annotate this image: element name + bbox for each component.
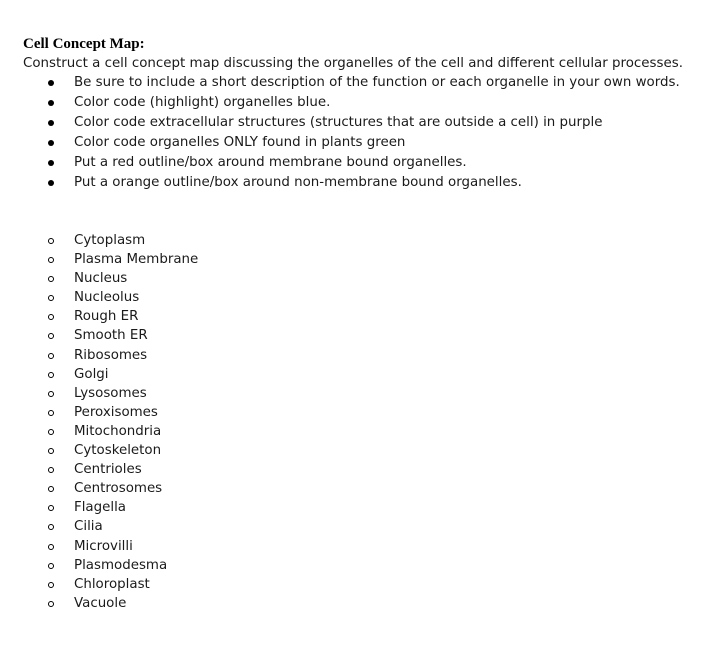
list-item [23, 441, 198, 460]
instruction-item [23, 113, 713, 133]
list-item [23, 384, 198, 403]
organelle-name: Chloroplast [74, 576, 150, 592]
list-item [23, 594, 198, 613]
instruction-text: Color code extracellular structures (structures that are outside a cell) in purple [74, 115, 603, 130]
organelle-name: Vacuole [74, 595, 127, 611]
intro-paragraph: Construct a cell concept map discussing the organelles of the cell and different cellular processes. [23, 56, 683, 71]
instruction-item [23, 173, 713, 193]
list-item [23, 307, 198, 326]
hollow-bullet-icon [48, 601, 54, 607]
hollow-bullet-icon [48, 372, 54, 378]
list-item [23, 231, 198, 250]
list-item [23, 556, 198, 575]
hollow-bullet-icon [48, 524, 54, 530]
document-body [23, 35, 713, 611]
list-item [23, 537, 198, 556]
list-item [23, 346, 198, 365]
bullet-dot-icon [48, 180, 54, 186]
list-item [23, 288, 198, 307]
list-item [23, 365, 198, 384]
organelle-name: Centrioles [74, 462, 142, 478]
list-item [23, 403, 198, 422]
list-item [23, 575, 198, 594]
organelle-name: Cytoplasm [74, 233, 146, 248]
hollow-bullet-icon [48, 467, 54, 473]
hollow-bullet-icon [48, 333, 54, 339]
bullet-dot-icon [48, 160, 54, 166]
instruction-item [23, 73, 713, 93]
list-item [23, 422, 198, 441]
hollow-bullet-icon [48, 563, 54, 569]
instruction-item [23, 93, 713, 113]
instruction-list [23, 73, 713, 193]
organelle-name: Microvilli [74, 538, 133, 554]
hollow-bullet-icon [48, 505, 54, 511]
hollow-bullet-icon [48, 410, 54, 416]
organelle-name: Smooth ER [74, 328, 148, 344]
organelle-list [23, 231, 198, 613]
instruction-text: Color code (highlight) organelles blue. [74, 95, 331, 110]
document-title: Cell Concept Map: [23, 36, 145, 52]
organelle-name: Centrosomes [74, 481, 163, 497]
instruction-text: Color code organelles ONLY found in plants green [74, 135, 406, 150]
hollow-bullet-icon [48, 486, 54, 492]
hollow-bullet-icon [48, 257, 54, 263]
hollow-bullet-icon [48, 276, 54, 282]
bullet-dot-icon [48, 80, 54, 86]
bullet-dot-icon [48, 120, 54, 126]
organelle-name: Cytoskeleton [74, 443, 162, 459]
organelle-name: Rough ER [74, 309, 139, 325]
instruction-text: Be sure to include a short description of the function or each organelle in your own words. [74, 75, 680, 90]
hollow-bullet-icon [48, 295, 54, 301]
instruction-text: Put a orange outline/box around non-membrane bound organelles. [74, 175, 522, 190]
list-item [23, 326, 198, 345]
organelle-name: Plasma Membrane [74, 252, 199, 268]
list-item [23, 460, 198, 479]
hollow-bullet-icon [48, 391, 54, 397]
organelle-name: Peroxisomes [74, 404, 158, 420]
list-item [23, 479, 198, 498]
organelle-name: Mitochondria [74, 423, 162, 439]
hollow-bullet-icon [48, 238, 54, 244]
organelle-name: Plasmodesma [74, 557, 168, 573]
hollow-bullet-icon [48, 429, 54, 435]
hollow-bullet-icon [48, 314, 54, 320]
organelle-name: Ribosomes [74, 347, 148, 363]
organelle-name: Golgi [74, 366, 109, 382]
instruction-item [23, 133, 713, 153]
organelle-name: Nucleus [74, 271, 128, 287]
list-item [23, 498, 198, 517]
list-item [23, 269, 198, 288]
organelle-name: Flagella [74, 500, 127, 516]
hollow-bullet-icon [48, 582, 54, 588]
organelle-name: Lysosomes [74, 385, 147, 401]
organelle-name: Nucleolus [74, 290, 140, 306]
hollow-bullet-icon [48, 353, 54, 359]
organelle-name: Cilia [74, 519, 103, 535]
hollow-bullet-icon [48, 448, 54, 454]
bullet-dot-icon [48, 100, 54, 106]
hollow-bullet-icon [48, 544, 54, 550]
list-item [23, 250, 198, 269]
list-item [23, 517, 198, 536]
instruction-item [23, 153, 713, 173]
instruction-text: Put a red outline/box around membrane bound organelles. [74, 155, 467, 170]
bullet-dot-icon [48, 140, 54, 146]
